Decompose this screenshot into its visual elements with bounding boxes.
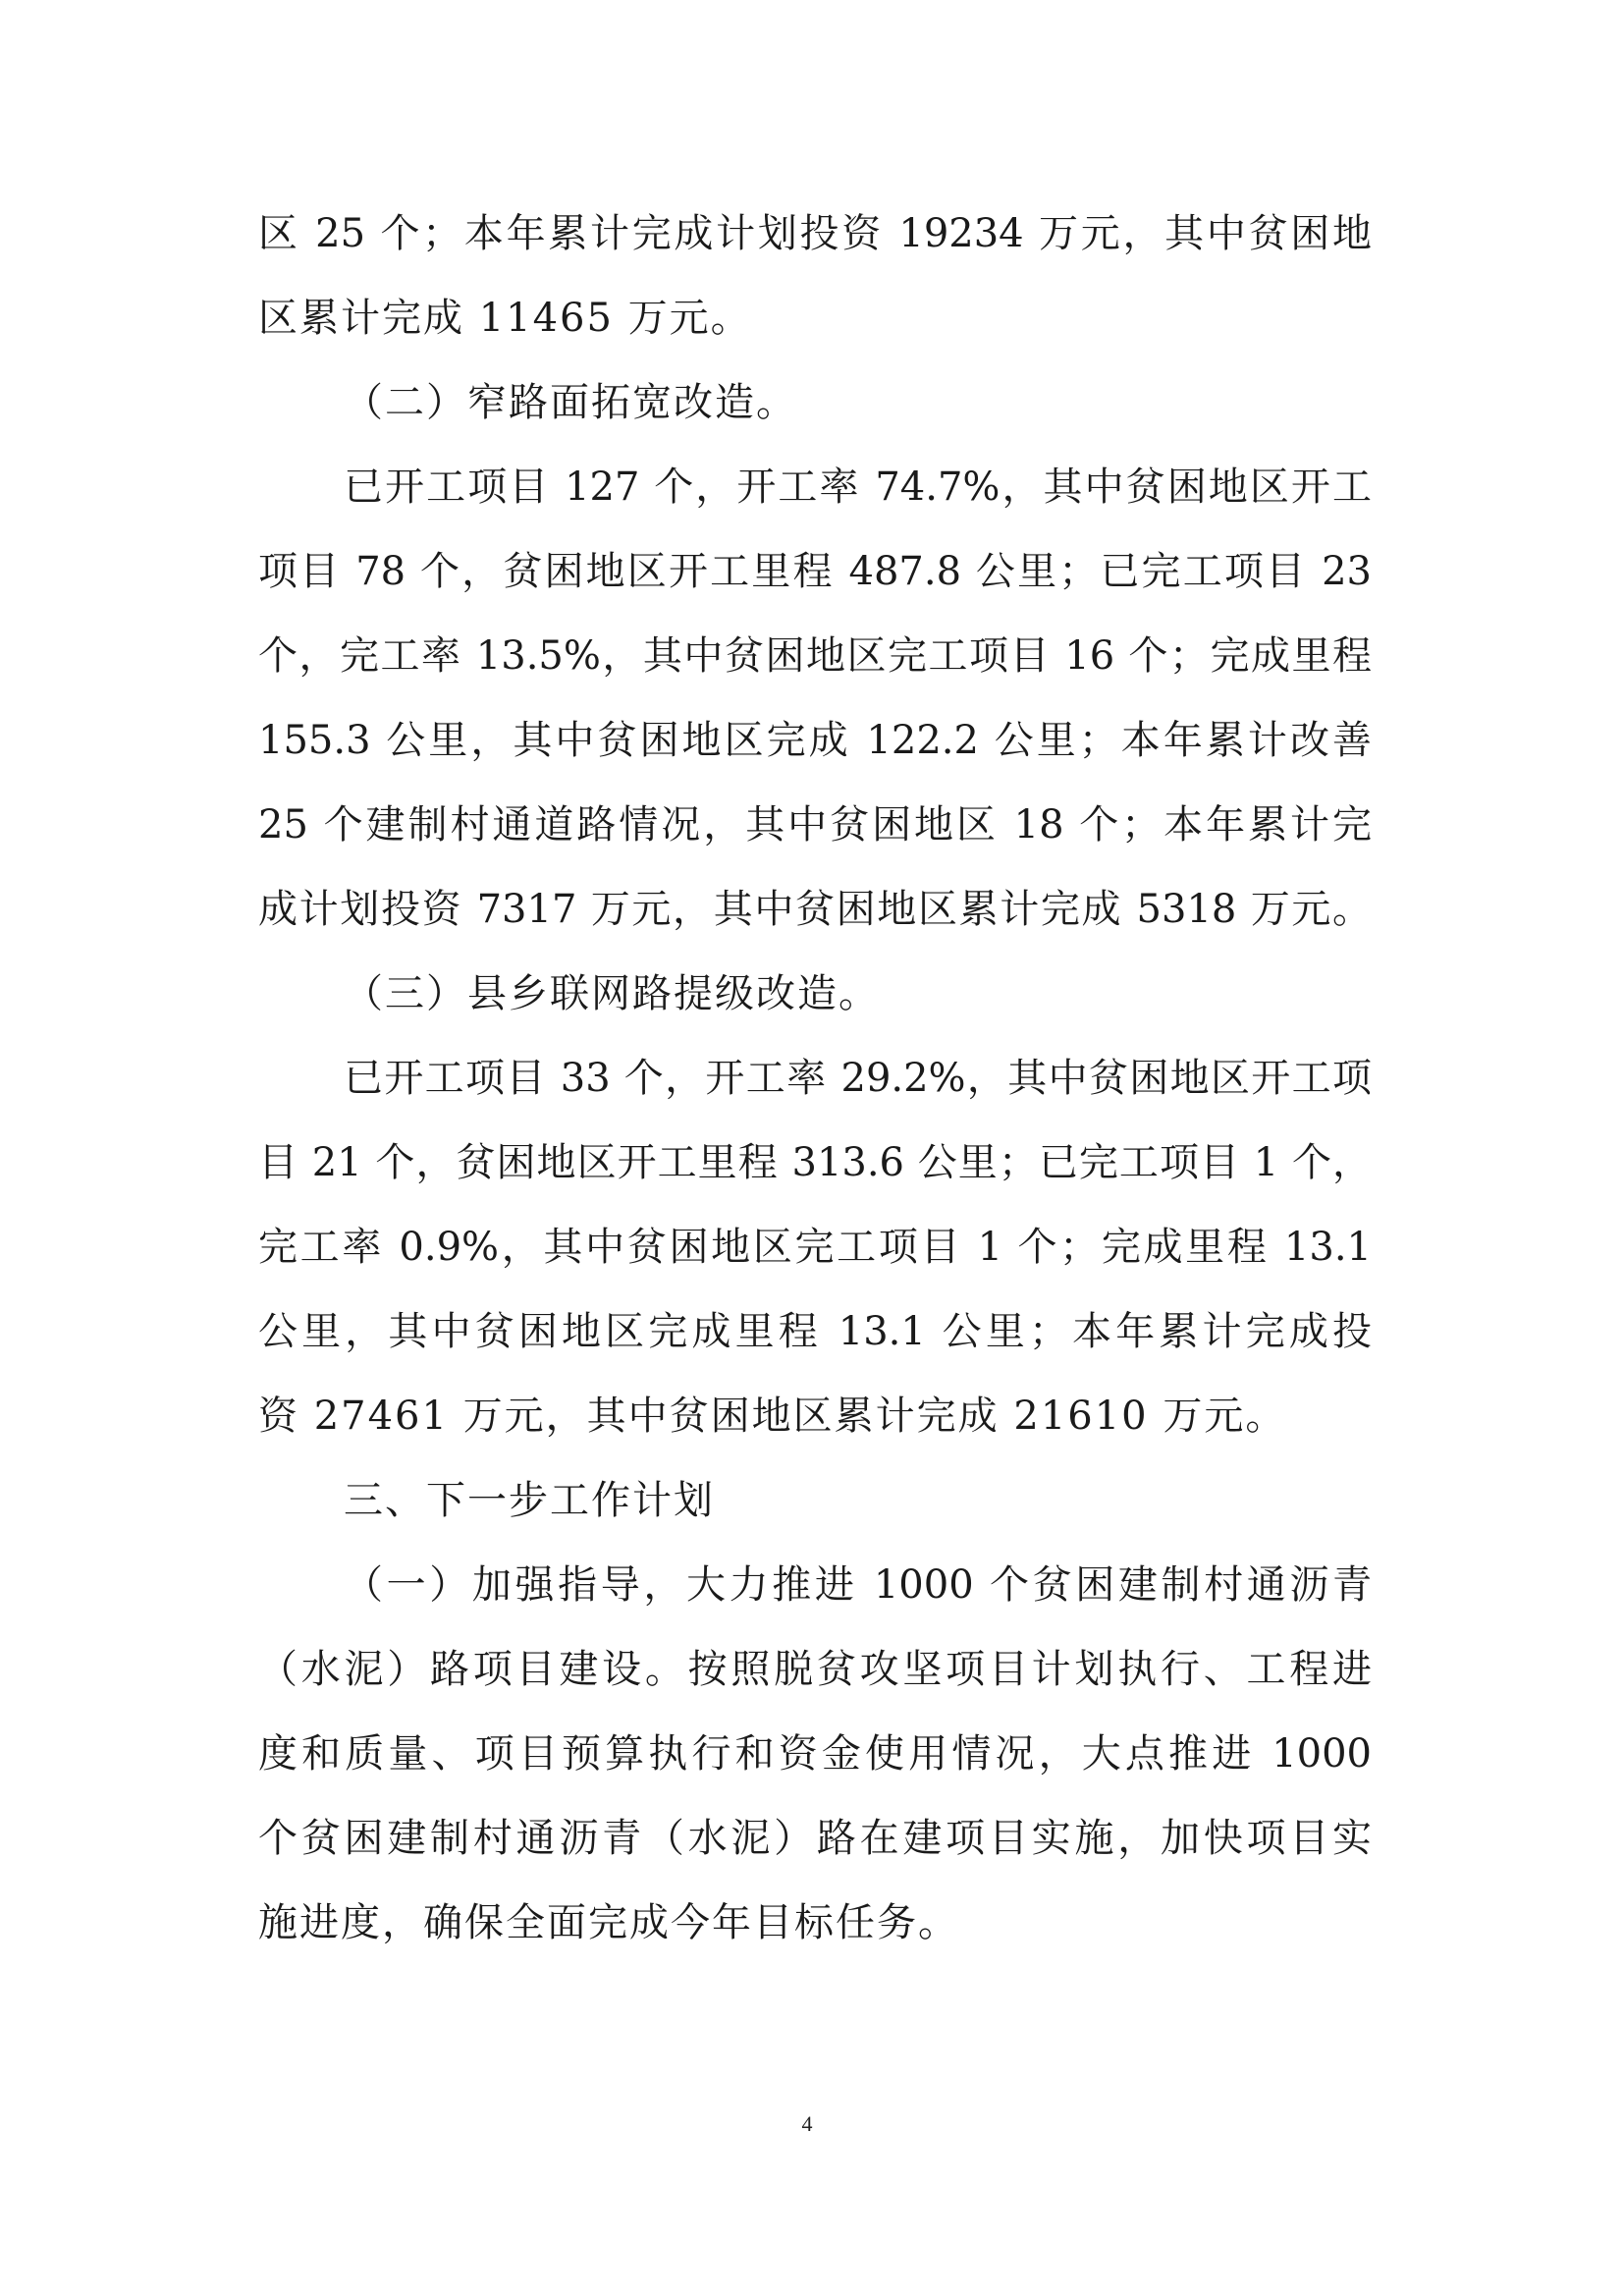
text-line: （水泥）路项目建设。按照脱贫攻坚项目计划执行、工程进: [258, 1647, 1372, 1692]
text-line: 公里，其中贫困地区完成里程 13.1 公里；本年累计完成投: [258, 1309, 1372, 1354]
page-number: 4: [801, 2111, 813, 2136]
text-line: 成计划投资 7317 万元，其中贫困地区累计完成 5318 万元。: [258, 887, 1372, 932]
text-line: 完工率 0.9%，其中贫困地区完工项目 1 个；完成里程 13.1: [258, 1225, 1372, 1270]
text-line: 度和质量、项目预算执行和资金使用情况，大点推进 1000: [258, 1731, 1372, 1777]
text-line: 已开工项目 127 个，开工率 74.7%，其中贫困地区开工: [344, 465, 1372, 510]
text-line: 施进度，确保全面完成今年目标任务。: [258, 1900, 959, 1945]
section-heading: 三、下一步工作计划: [344, 1478, 715, 1523]
text-line: 目 21 个，贫困地区开工里程 313.6 公里；已完工项目 1 个，: [258, 1140, 1372, 1185]
text-line: 个贫困建制村通沥青（水泥）路在建项目实施，加快项目实: [258, 1816, 1372, 1861]
text-line: （一）加强指导，大力推进 1000 个贫困建制村通沥青: [344, 1562, 1372, 1608]
text-line: 项目 78 个，贫困地区开工里程 487.8 公里；已完工项目 23: [258, 549, 1372, 594]
section-heading: （二）窄路面拓宽改造。: [344, 380, 797, 425]
text-line: 已开工项目 33 个，开工率 29.2%，其中贫困地区开工项: [344, 1056, 1372, 1101]
text-line: 资 27461 万元，其中贫困地区累计完成 21610 万元。: [258, 1394, 1287, 1439]
section-heading: （三）县乡联网路提级改造。: [344, 971, 880, 1016]
text-line: 25 个建制村通道路情况，其中贫困地区 18 个；本年累计完: [258, 802, 1372, 847]
text-line: 155.3 公里，其中贫困地区完成 122.2 公里；本年累计改善: [258, 718, 1372, 763]
text-line: 区累计完成 11465 万元。: [258, 296, 752, 341]
text-line: 区 25 个；本年累计完成计划投资 19234 万元，其中贫困地: [258, 211, 1372, 256]
text-line: 个，完工率 13.5%，其中贫困地区完工项目 16 个；完成里程: [258, 633, 1372, 679]
